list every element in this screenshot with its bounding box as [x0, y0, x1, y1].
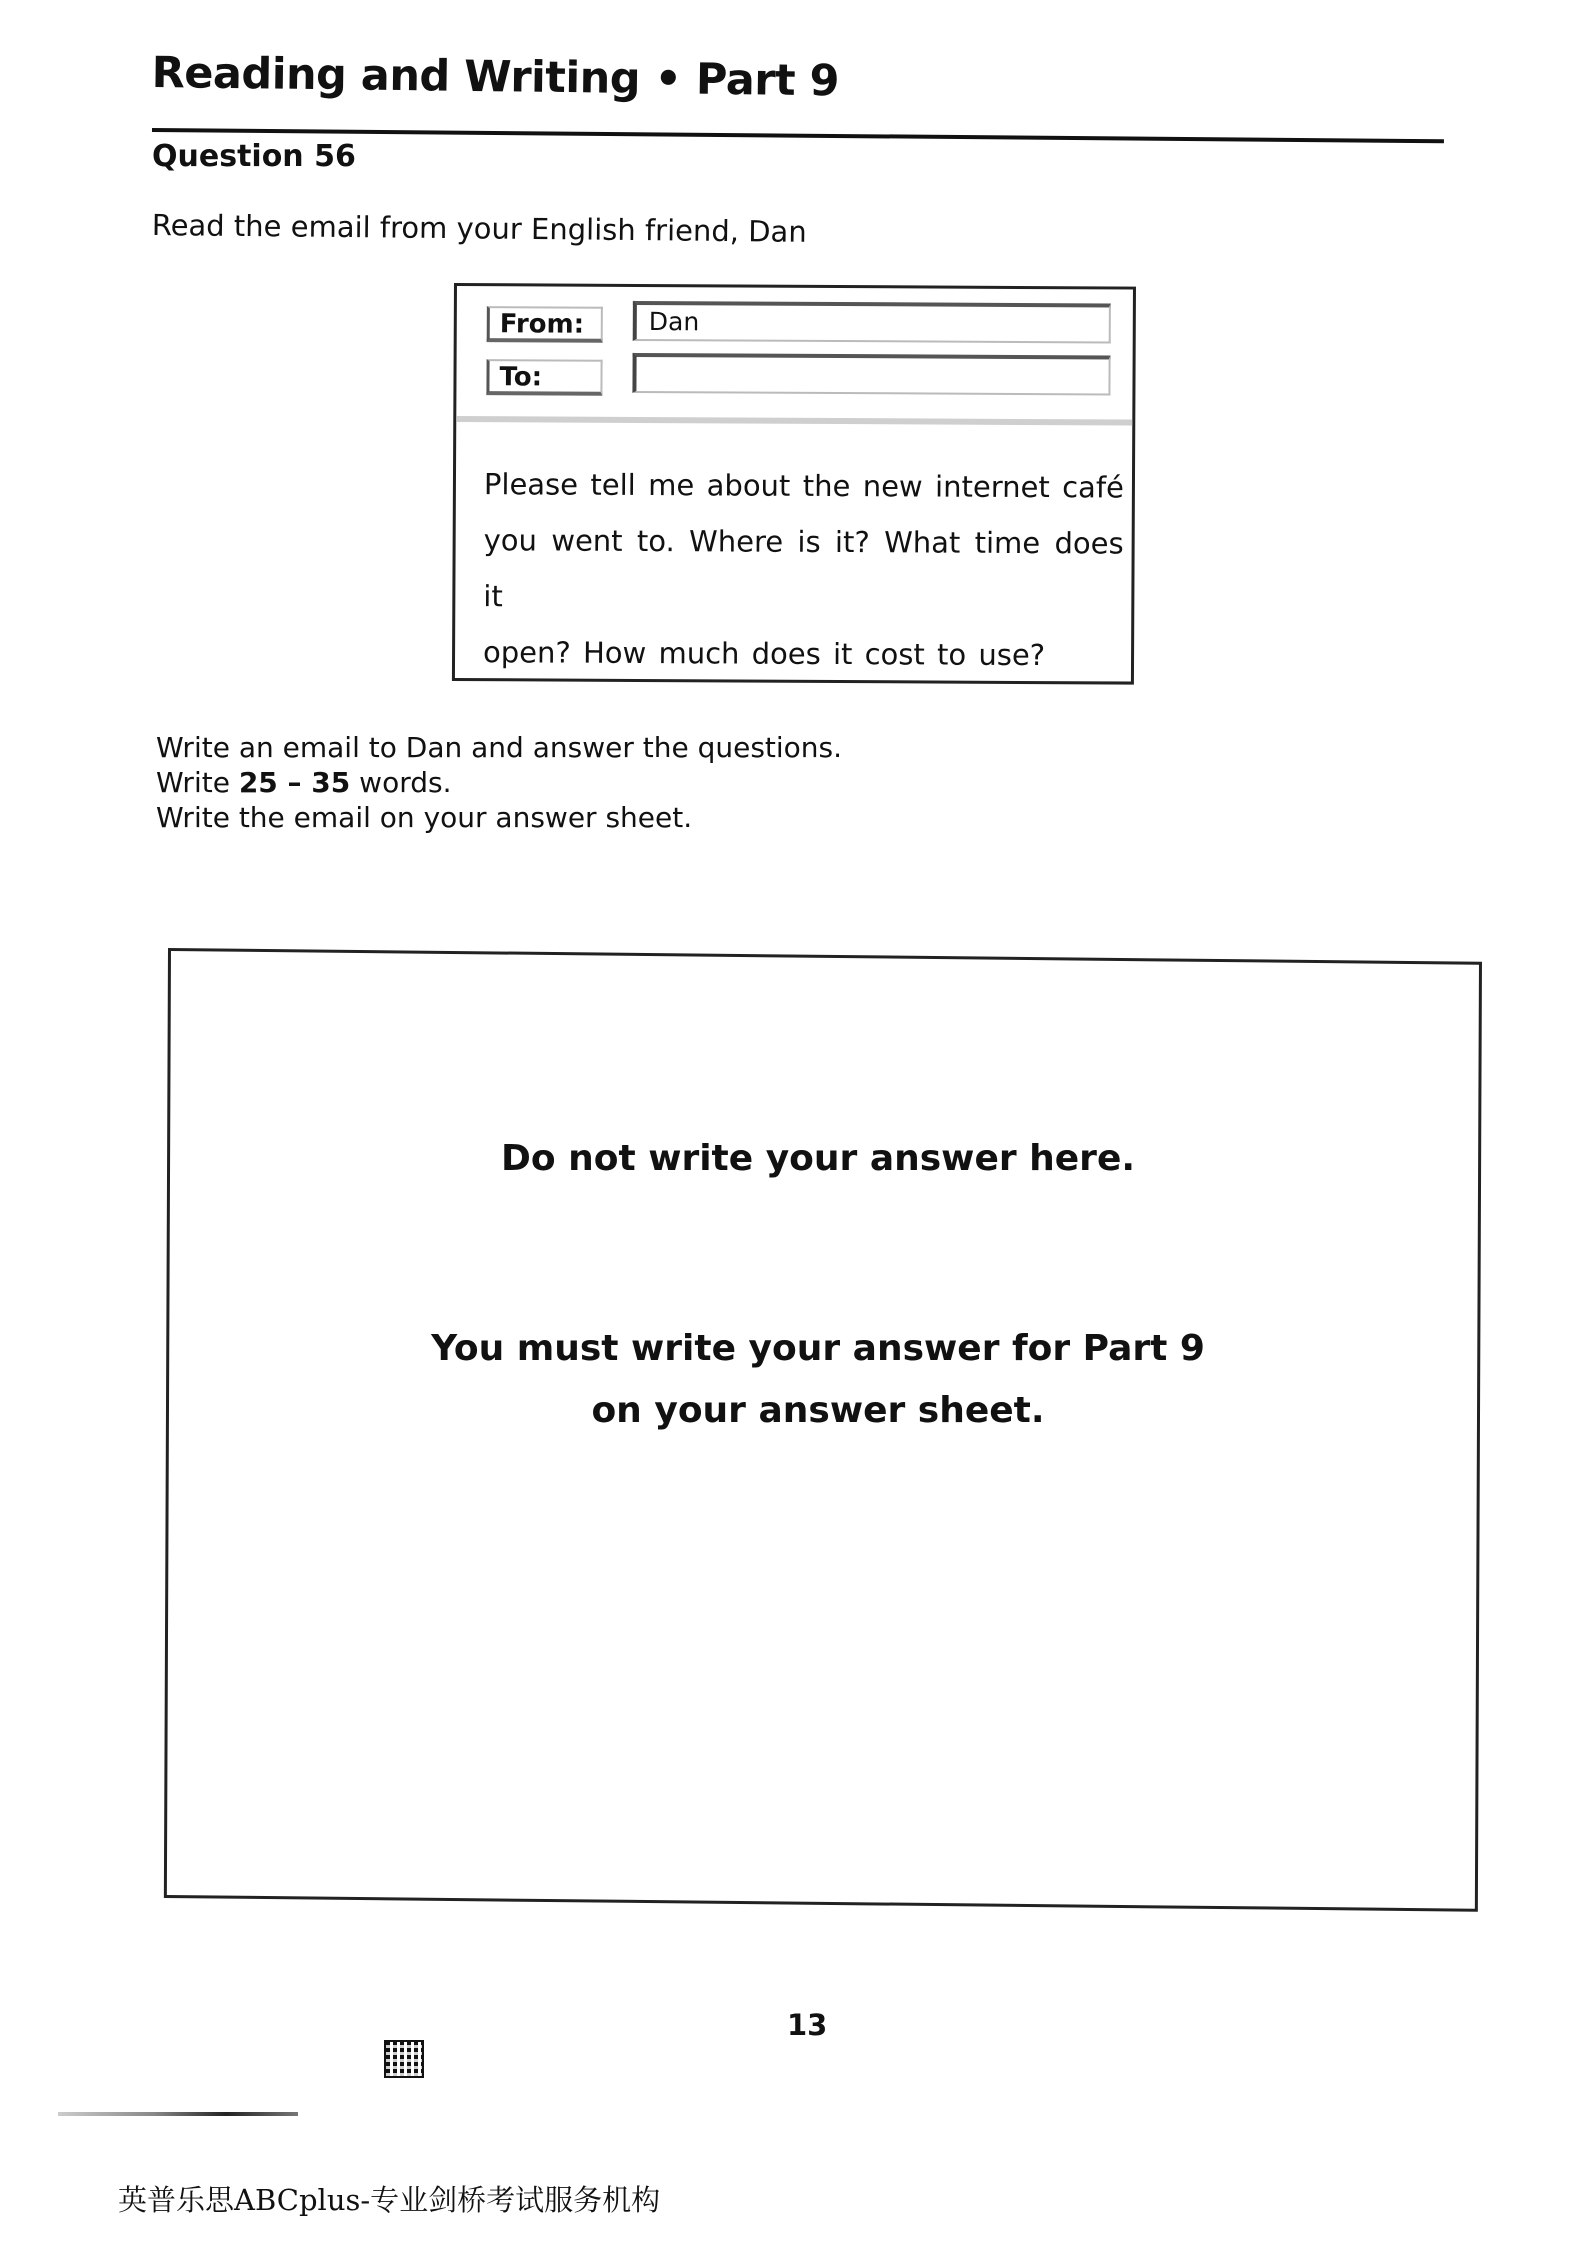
email-body-line: open? How much does it cost to use? [482, 635, 1046, 673]
email-body [483, 456, 1124, 683]
instruction-line: Write an email to Dan and answer the questions. [156, 731, 843, 764]
scan-artifact [58, 2112, 298, 2116]
answer-instruction [0, 1318, 1586, 1442]
question-number: Question 56 [152, 139, 356, 174]
instruction-line: Write the email on your answer sheet. [156, 801, 693, 834]
instructions [156, 730, 842, 835]
email-body-line: you went to. Where is it? What time does it [483, 523, 1124, 614]
footer-text: 英普乐思ABCplus-专业剑桥考试服务机构 [118, 2183, 661, 2217]
instruction-text: words. [350, 766, 452, 799]
email-box [452, 283, 1136, 685]
page-title: Reading and Writing • Part 9 [151, 48, 840, 107]
to-label: To: [486, 359, 602, 396]
from-field: Dan [633, 301, 1111, 344]
answer-notice: Do not write your answer here. [500, 1138, 1136, 1179]
to-field [632, 353, 1110, 396]
email-body-line: Please tell me about the new internet café [483, 467, 1125, 505]
instruction-line [156, 765, 842, 800]
intro-text: Read the email from your English friend, Dan [151, 208, 807, 249]
answer-instruction-line: You must write your answer for Part 9 [431, 1328, 1205, 1369]
page-number: 13 [787, 2008, 828, 2042]
instruction-text: Write [156, 766, 239, 799]
email-header [456, 286, 1133, 426]
from-label: From: [487, 306, 603, 343]
barcode-icon [384, 2040, 424, 2078]
word-count: 25 – 35 [238, 766, 351, 799]
answer-instruction-line: on your answer sheet. [591, 1390, 1045, 1431]
